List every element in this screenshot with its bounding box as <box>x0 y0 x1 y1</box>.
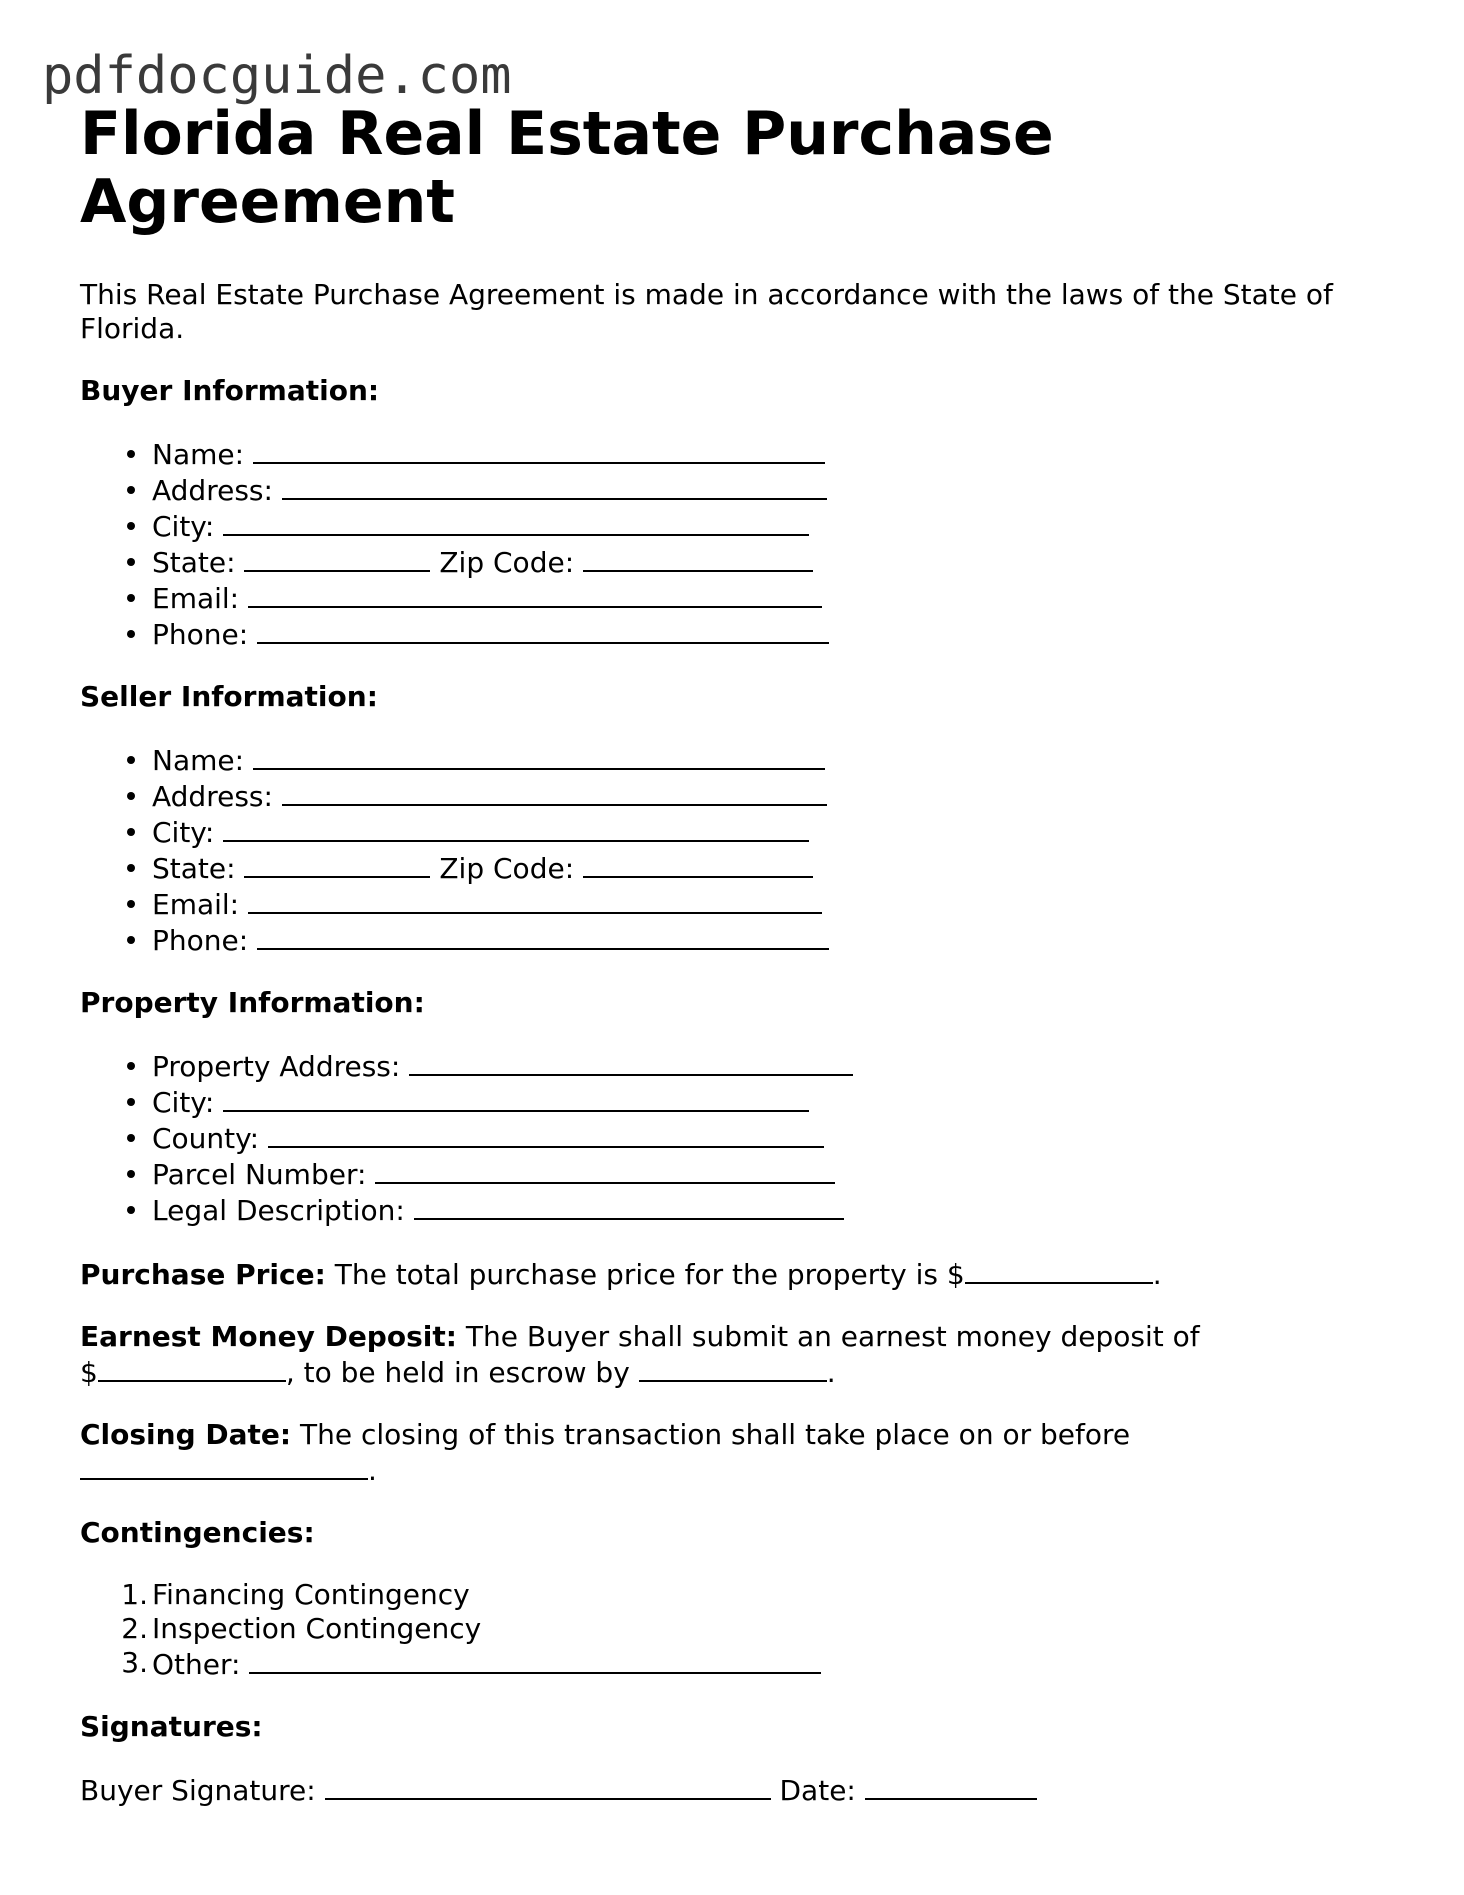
property-legal-label: Legal Description: <box>152 1194 405 1227</box>
contingency-item <box>121 1612 1400 1646</box>
contingency-number: 1. <box>121 1578 148 1611</box>
earnest-text: The Buyer shall submit an earnest money deposit of <box>465 1320 1200 1353</box>
buyer-address-row <box>152 472 1400 508</box>
intro-paragraph: This Real Estate Purchase Agreement is made in accordance with the laws of the State of Florida. <box>80 278 1333 345</box>
contingency-item <box>121 1646 1400 1682</box>
property-city-field[interactable] <box>223 1084 809 1112</box>
seller-address-label: Address: <box>152 780 273 813</box>
closing-end: . <box>368 1454 377 1487</box>
seller-city-row <box>152 814 1400 850</box>
contingencies-list <box>80 1578 1400 1682</box>
seller-address-row <box>152 778 1400 814</box>
buyer-state-field[interactable] <box>244 544 430 572</box>
buyer-phone-label: Phone: <box>152 618 249 651</box>
seller-address-field[interactable] <box>282 778 827 806</box>
seller-name-label: Name: <box>152 744 245 777</box>
contingency-label: Other: <box>152 1648 241 1681</box>
earnest-end: . <box>826 1356 836 1389</box>
buyer-email-field[interactable] <box>248 580 822 608</box>
seller-phone-field[interactable] <box>257 922 829 950</box>
seller-state-label: State: <box>152 852 236 885</box>
buyer-name-label: Name: <box>152 438 245 471</box>
property-address-row <box>152 1048 1400 1084</box>
closing-date-field[interactable] <box>80 1452 368 1480</box>
buyer-city-field[interactable] <box>223 508 809 536</box>
property-city-row <box>152 1084 1400 1120</box>
contingency-label: Financing Contingency <box>152 1578 470 1611</box>
seller-fields <box>80 742 1400 958</box>
seller-state-row <box>152 850 1400 886</box>
property-parcel-row <box>152 1156 1400 1192</box>
buyer-state-row <box>152 544 1400 580</box>
seller-city-field[interactable] <box>223 814 809 842</box>
signatures-heading: Signatures: <box>80 1710 263 1743</box>
seller-email-row <box>152 886 1400 922</box>
document-page <box>80 100 1400 1808</box>
purchase-price-text: The total purchase price for the property is $ <box>334 1258 965 1291</box>
buyer-signature-row <box>80 1772 1400 1808</box>
closing-text: The closing of this transaction shall take place on or before <box>300 1418 1131 1451</box>
buyer-signature-date-label: Date: <box>779 1774 856 1807</box>
contingency-number: 3. <box>121 1646 148 1679</box>
escrow-holder-field[interactable] <box>639 1354 827 1382</box>
seller-name-row <box>152 742 1400 778</box>
seller-zip-field[interactable] <box>583 850 813 878</box>
buyer-address-field[interactable] <box>282 472 827 500</box>
earnest-dollar: $ <box>80 1356 98 1389</box>
purchase-price-label: Purchase Price: <box>80 1258 326 1291</box>
buyer-zip-field[interactable] <box>583 544 813 572</box>
earnest-mid: , to be held in escrow by <box>285 1356 630 1389</box>
seller-heading: Seller Information: <box>80 680 378 713</box>
property-heading: Property Information: <box>80 986 425 1019</box>
buyer-signature-label: Buyer Signature: <box>80 1774 316 1807</box>
earnest-paragraph <box>80 1320 1400 1390</box>
purchase-price-end: . <box>1152 1258 1162 1291</box>
buyer-email-label: Email: <box>152 582 240 615</box>
seller-name-field[interactable] <box>253 742 825 770</box>
seller-state-field[interactable] <box>244 850 430 878</box>
seller-phone-label: Phone: <box>152 924 249 957</box>
buyer-name-row <box>152 436 1400 472</box>
buyer-heading: Buyer Information: <box>80 374 380 407</box>
purchase-price-field[interactable] <box>965 1256 1153 1284</box>
buyer-city-label: City: <box>152 510 215 543</box>
property-county-row <box>152 1120 1400 1156</box>
closing-label: Closing Date: <box>80 1418 292 1451</box>
buyer-name-field[interactable] <box>253 436 825 464</box>
document-title: Florida Real Estate Purchase Agreement <box>80 99 1054 237</box>
contingency-item <box>121 1578 1400 1612</box>
contingency-number: 2. <box>121 1612 148 1645</box>
property-parcel-field[interactable] <box>375 1156 835 1184</box>
buyer-phone-row <box>152 616 1400 652</box>
seller-city-label: City: <box>152 816 215 849</box>
buyer-signature-field[interactable] <box>325 1772 771 1800</box>
buyer-phone-field[interactable] <box>257 616 829 644</box>
closing-paragraph <box>80 1418 1400 1488</box>
property-county-label: County: <box>152 1122 260 1155</box>
buyer-signature-date-field[interactable] <box>865 1772 1037 1800</box>
property-legal-field[interactable] <box>414 1192 844 1220</box>
buyer-fields <box>80 436 1400 652</box>
contingency-label: Inspection Contingency <box>152 1612 482 1645</box>
seller-phone-row <box>152 922 1400 958</box>
buyer-email-row <box>152 580 1400 616</box>
seller-email-label: Email: <box>152 888 240 921</box>
watermark: pdfdocguide.com <box>42 46 512 106</box>
seller-email-field[interactable] <box>248 886 822 914</box>
earnest-amount-field[interactable] <box>98 1354 286 1382</box>
property-parcel-label: Parcel Number: <box>152 1158 367 1191</box>
contingencies-heading: Contingencies: <box>80 1516 315 1549</box>
property-county-field[interactable] <box>268 1120 824 1148</box>
buyer-zip-label: Zip Code: <box>439 546 575 579</box>
property-city-label: City: <box>152 1086 215 1119</box>
seller-zip-label: Zip Code: <box>439 852 575 885</box>
buyer-city-row <box>152 508 1400 544</box>
contingency-other-field[interactable] <box>249 1646 821 1674</box>
property-address-label: Property Address: <box>152 1050 401 1083</box>
property-fields <box>80 1048 1400 1228</box>
buyer-state-label: State: <box>152 546 236 579</box>
purchase-price-paragraph <box>80 1256 1400 1292</box>
buyer-address-label: Address: <box>152 474 273 507</box>
property-legal-row <box>152 1192 1400 1228</box>
earnest-label: Earnest Money Deposit: <box>80 1320 457 1353</box>
property-address-field[interactable] <box>409 1048 853 1076</box>
